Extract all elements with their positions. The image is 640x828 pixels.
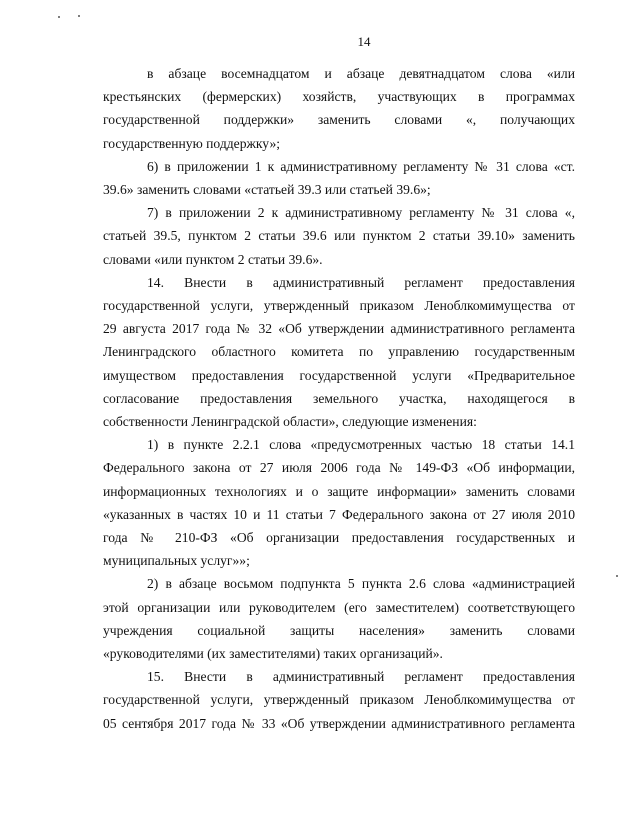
text-line: 14. Внести в административный регламент предоставления — [147, 274, 575, 290]
text-line: Ленинградского областного комитета по управлению государственным — [103, 344, 575, 360]
text-line: 05 сентября 2017 года № 33 «Об утверждении административного регламента — [103, 715, 575, 731]
text-line: государственной услуги, утвержденный приказом Леноблкомимущества от — [103, 692, 575, 708]
text-line: 39.6» заменить словами «статьей 39.3 или статьей 39.6»; — [103, 182, 431, 198]
text-line: 7) в приложении 2 к административному регламенту № 31 слова «, — [147, 205, 575, 221]
paragraph — [103, 665, 575, 735]
paragraph — [103, 572, 575, 665]
text-line: 15. Внести в административный регламент предоставления — [147, 669, 575, 685]
text-line: «руководителями (их заместителями) таких организаций». — [103, 646, 443, 662]
text-line: года № 210-ФЗ «Об организации предоставления государственных и — [103, 530, 575, 546]
text-line: информационных технологиях и о защите информации» заменить словами — [103, 483, 575, 499]
text-line: согласование предоставления земельного участка, находящегося в — [103, 390, 575, 406]
text-line: государственной поддержки» заменить словами «, получающих — [103, 112, 575, 128]
paragraph — [103, 271, 575, 433]
text-line: муниципальных услуг»»; — [103, 553, 250, 569]
scan-artifact — [616, 575, 618, 577]
paragraph — [103, 201, 575, 271]
scan-artifact — [58, 16, 60, 18]
text-line: государственную поддержку»; — [103, 135, 281, 151]
text-line: 1) в пункте 2.2.1 слова «предусмотренных частью 18 статьи 14.1 — [147, 437, 575, 453]
scan-artifact — [78, 15, 80, 17]
text-line: 29 августа 2017 года № 32 «Об утверждении административного регламента — [103, 321, 575, 337]
paragraph — [103, 433, 575, 572]
text-line: 2) в абзаце восьмом подпункта 5 пункта 2.6 слова «администрацией — [147, 576, 575, 592]
document-body — [103, 62, 575, 735]
text-line: государственной услуги, утвержденный приказом Леноблкомимущества от — [103, 298, 575, 314]
text-line: этой организации или руководителем (его заместителем) соответствующего — [103, 599, 575, 615]
text-line: крестьянских (фермерских) хозяйств, участвующих в программах — [103, 89, 575, 105]
text-line: имуществом предоставления государственной услуги «Предварительное — [103, 367, 575, 383]
text-line: 6) в приложении 1 к административному регламенту № 31 слова «ст. — [147, 158, 575, 174]
text-line: учреждения социальной защиты населения» заменить словами — [103, 622, 575, 638]
text-line: «указанных в частях 10 и 11 статьи 7 Федерального закона от 27 июля 2010 — [103, 506, 575, 522]
text-line: собственности Ленинградской области», следующие изменения: — [103, 414, 477, 430]
text-line: в абзаце восемнадцатом и абзаце девятнадцатом слова «или — [147, 66, 575, 81]
paragraph — [103, 62, 575, 155]
text-line: словами «или пунктом 2 статьи 39.6». — [103, 251, 323, 267]
text-line: Федерального закона от 27 июля 2006 года № 149-ФЗ «Об информации, — [103, 460, 575, 476]
page-number: 14 — [357, 34, 371, 49]
paragraph — [103, 155, 575, 201]
text-line: статьей 39.5, пунктом 2 статьи 39.6 или пунктом 2 статьи 39.10» заменить — [103, 228, 575, 244]
